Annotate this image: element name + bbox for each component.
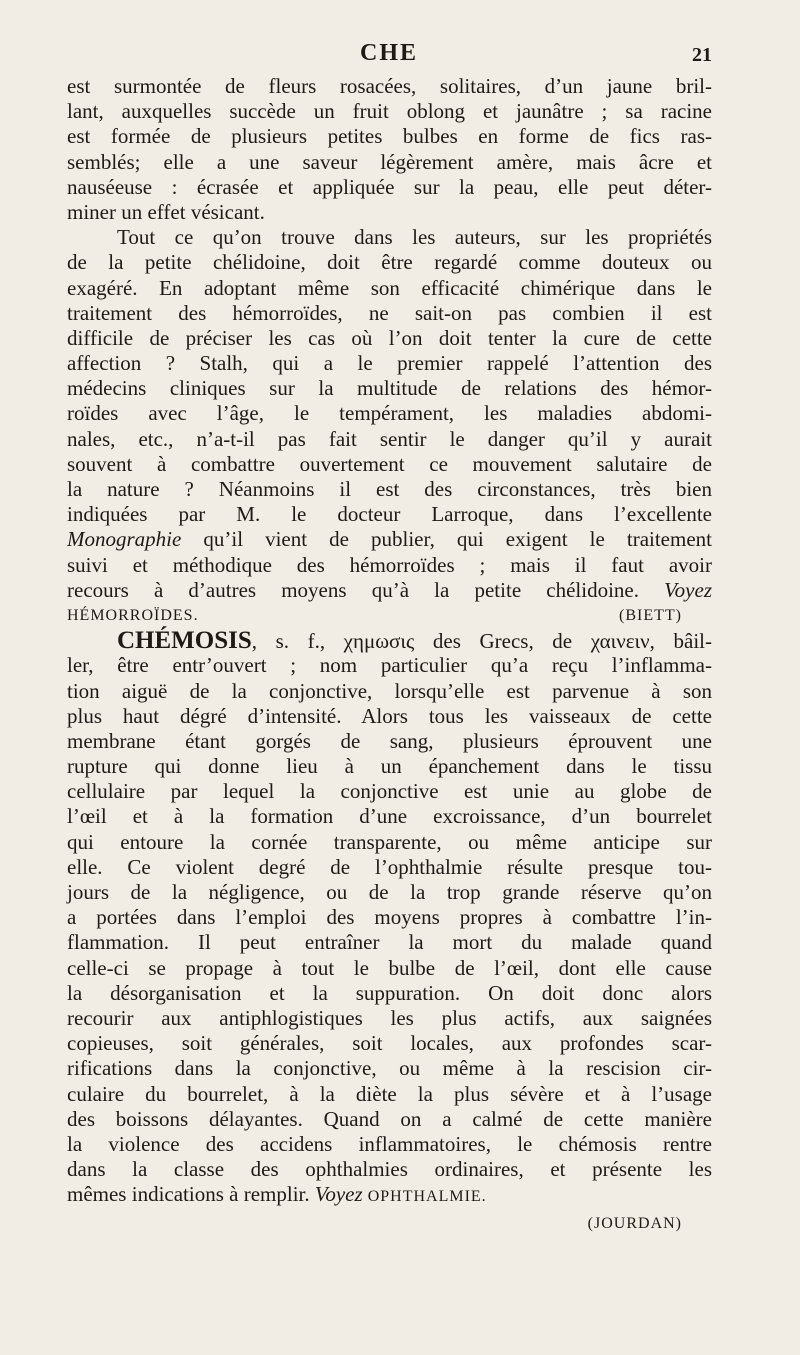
text-line: copieuses, soit générales, soit locales, aux profondes scar- bbox=[67, 1031, 712, 1056]
paragraph-1 bbox=[67, 74, 712, 225]
cross-reference-row bbox=[67, 603, 712, 628]
page-body bbox=[67, 74, 712, 1237]
cross-reference: HÉMORROÏDES. bbox=[67, 606, 199, 624]
page-number: 21 bbox=[692, 44, 712, 66]
author-signature: (JOURDAN) bbox=[587, 1215, 682, 1233]
text-line bbox=[67, 578, 712, 603]
cross-reference: OPHTHALMIE. bbox=[362, 1188, 487, 1206]
paragraph-2 bbox=[67, 225, 712, 628]
text-line: de la petite chélidoine, doit être regardé comme douteux ou bbox=[67, 250, 712, 275]
text-line: plus haut dégré d’intensité. Alors tous les vaisseaux de cette bbox=[67, 703, 712, 728]
text-line: membrane étant gorgés de sang, plusieurs éprouvent une bbox=[67, 728, 712, 753]
text-line: a portées dans l’emploi des moyens propres à combattre l’in- bbox=[67, 905, 712, 930]
text-line: la violence des accidens inflammatoires, le chémosis rentre bbox=[67, 1131, 712, 1156]
voyez-reference: Voyez bbox=[664, 577, 712, 602]
text-fragment: recours à d’autres moyens qu’à la petite chélidoine. bbox=[67, 577, 665, 602]
text-line: miner un effet vésicant. bbox=[67, 199, 265, 224]
text-line: exagéré. En adoptant même son efficacité chimérique dans le bbox=[67, 275, 712, 300]
text-line bbox=[67, 527, 712, 552]
text-line: roïdes avec l’âge, le tempérament, les maladies abdomi- bbox=[67, 401, 712, 426]
entry-chemosis bbox=[67, 628, 712, 1237]
text-line bbox=[67, 1182, 712, 1207]
text-line: semblés; elle a une saveur légèrement amère, mais âcre et bbox=[67, 149, 712, 174]
text-fragment: mêmes indications à remplir. bbox=[67, 1182, 315, 1207]
entry-first-line bbox=[67, 628, 712, 653]
text-line: suivi et méthodique des hémorroïdes ; mais il faut avoir bbox=[67, 552, 712, 577]
signature-row bbox=[67, 1211, 712, 1236]
text-line: des boissons délayantes. Quand on a calmé de cette manière bbox=[67, 1106, 712, 1131]
text-line: cellulaire par lequel la conjonctive est unie au globe de bbox=[67, 779, 712, 804]
text-line: la nature ? Néanmoins il est des circonstances, très bien bbox=[67, 477, 712, 501]
text-line: traitement des hémorroïdes, ne sait-on pas combien il est bbox=[67, 300, 712, 325]
text-line: souvent à combattre ouvertement ce mouvement salutaire de bbox=[67, 451, 712, 476]
text-line: indiquées par M. le docteur Larroque, dans l’excellente bbox=[67, 502, 712, 527]
text-line: rifications dans la conjonctive, ou même à la rescision cir- bbox=[67, 1056, 712, 1081]
text-line: nales, etc., n’a-t-il pas fait sentir le danger qu’il y aurait bbox=[67, 426, 712, 451]
text-line: médecins cliniques sur la multitude de relations des hémor- bbox=[67, 376, 712, 401]
text-line: la désorganisation et la suppuration. On doit donc alors bbox=[67, 980, 712, 1005]
italic-title: Monographie bbox=[67, 527, 182, 552]
text-line: recourir aux antiphlogistiques les plus actifs, aux saignées bbox=[67, 1005, 712, 1030]
page-header bbox=[66, 40, 712, 74]
text-line: dans la classe des ophthalmies ordinaires, et présente les bbox=[67, 1157, 712, 1182]
text-fragment: , s. f., χημωσις des Grecs, de χαινειν, bâil- bbox=[251, 629, 712, 654]
voyez-reference: Voyez bbox=[314, 1182, 363, 1207]
running-head: CHE bbox=[359, 40, 418, 66]
text-line: qui entoure la cornée transparente, ou même anticipe sur bbox=[67, 829, 712, 854]
text-line: est formée de plusieurs petites bulbes en forme de fics ras- bbox=[67, 124, 712, 149]
text-line: elle. Ce violent degré de l’ophthalmie résulte presque tou- bbox=[67, 854, 712, 879]
text-fragment: qu’il vient de publier, qui exigent le traitement bbox=[181, 527, 712, 552]
text-line: flammation. Il peut entraîner la mort du malade quand bbox=[67, 930, 712, 955]
text-line: Tout ce qu’on trouve dans les auteurs, sur les propriétés bbox=[117, 225, 712, 250]
text-line: celle-ci se propage à tout le bulbe de l’œil, dont elle cause bbox=[67, 955, 712, 980]
author-signature: (BIETT) bbox=[619, 606, 682, 624]
text-line: nauséeuse : écrasée et appliquée sur la peau, elle peut déter- bbox=[67, 174, 712, 199]
text-line: l’œil et à la formation d’une excroissance, d’un bourrelet bbox=[67, 804, 712, 829]
text-line: difficile de préciser les cas où l’on doit tenter la cure de cette bbox=[67, 325, 712, 350]
text-line: jours de la négligence, ou de la trop grande réserve qu’on bbox=[67, 880, 712, 904]
text-line: affection ? Stalh, qui a le premier rappelé l’attention des bbox=[67, 351, 712, 376]
text-line: rupture qui donne lieu à un épanchement dans le tissu bbox=[67, 754, 712, 779]
text-line: lant, auxquelles succède un fruit oblong et jaunâtre ; sa racine bbox=[67, 99, 712, 124]
text-line: tion aiguë de la conjonctive, lorsqu’elle est parvenue à son bbox=[67, 678, 712, 703]
text-line: ler, être entr’ouvert ; nom particulier qu’a reçu l’inflamma- bbox=[67, 653, 712, 678]
entry-headword: CHÉMOSIS bbox=[117, 627, 252, 655]
text-line: culaire du bourrelet, à la diète la plus sévère et à l’usage bbox=[67, 1081, 712, 1106]
text-line: est surmontée de fleurs rosacées, solitaires, d’un jaune bril- bbox=[67, 74, 712, 98]
